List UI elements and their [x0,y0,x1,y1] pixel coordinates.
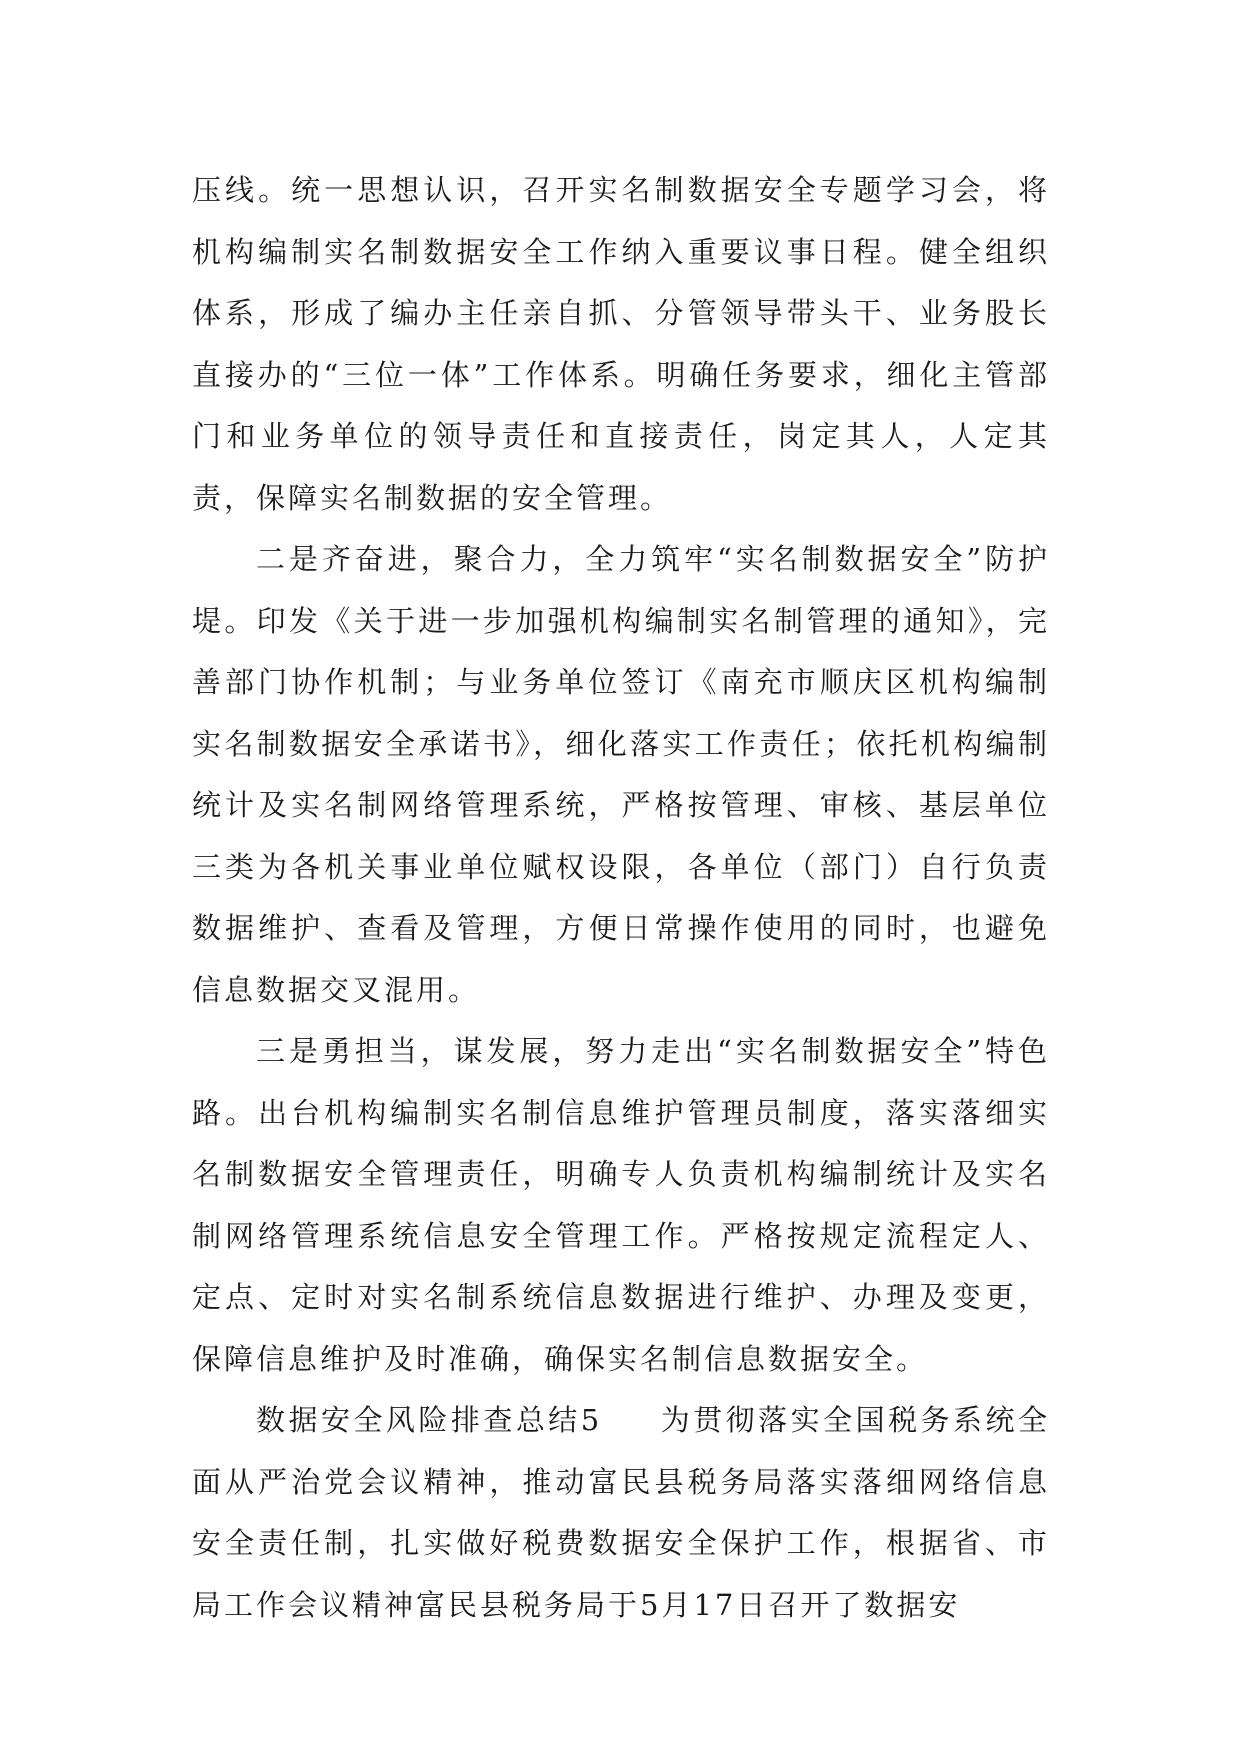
paragraph-2: 二是齐奋进，聚合力，全力筑牢“实名制数据安全”防护堤。印发《关于进一步加强机构编制实名制管理的通知》，完善部门协作机制；与业务单位签订《南充市顺庆区机构编制实名制数据安全承诺书》，细化落实工作责任；依托机构编制统计及实名制网络管理系统，严格按管理、审核、基层单位三类为各机关事业单位赋权设限，各单位（部门）自行负责数据维护、查看及管理，方便日常操作使用的同时，也避免信息数据交叉混用。 [192,542,1050,1007]
paragraph-4 [192,1390,1050,1636]
paragraph-1: 压线。统一思想认识，召开实名制数据安全专题学习会，将机构编制实名制数据安全工作纳入重要议事日程。健全组织体系，形成了编办主任亲自抓、分管领导带头干、业务股长直接办的“三位一体”工作体系。明确任务要求，细化主管部门和业务单位的领导责任和直接责任，岗定其人，人定其责，保障实名制数据的安全管理。 [192,173,1050,515]
document-body [192,160,1050,1636]
paragraph-3: 三是勇担当，谋发展，努力走出“实名制数据安全”特色路。出台机构编制实名制信息维护管理员制度，落实落细实名制数据安全管理责任，明确专人负责机构编制统计及实名制网络管理系统信息安全管理工作。严格按规定流程定人、定点、定时对实名制系统信息数据进行维护、办理及变更，保障信息维护及时准确，确保实名制信息数据安全。 [192,1034,1050,1376]
section-heading: 数据安全风险排查总结5 [256,1403,603,1437]
paragraph-4-text: 为贯彻落实全国税务系统全面从严治党会议精神，推动富民县税务局落实落细网络信息安全责任制，扎实做好税费数据安全保护工作，根据省、市局工作会议精神富民县税务局于5月17日召开了数据安 [192,1403,1050,1622]
